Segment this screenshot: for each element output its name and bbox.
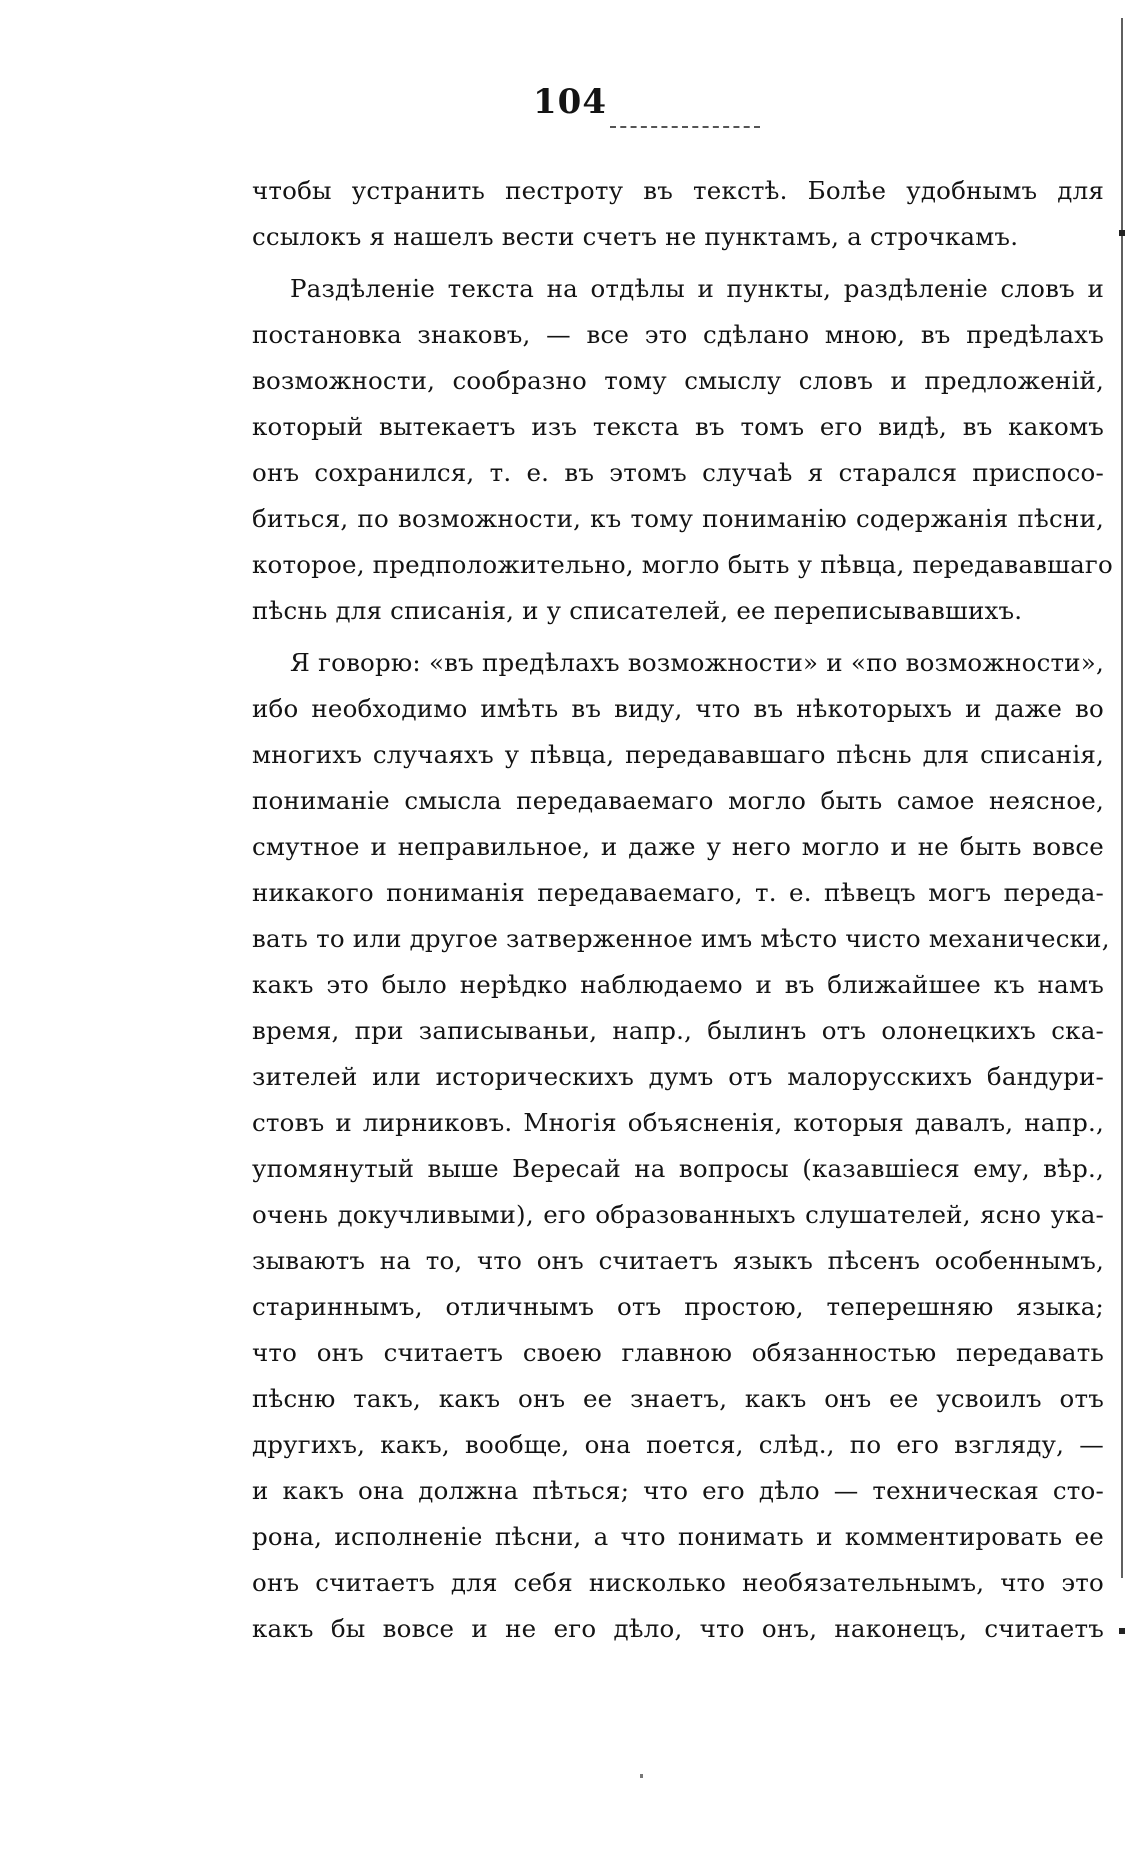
edge-mark [1119,230,1125,236]
text-line: пѣсню такъ, какъ онъ ее знаетъ, какъ онъ ее усвоилъ отъ [252,1384,1104,1413]
text-line: Я говорю: «въ предѣлахъ возможности» и «по возможности», [290,648,1104,677]
text-line: зителей или историческихъ думъ отъ малорусскихъ бандури- [252,1062,1104,1091]
text-line: ибо необходимо имѣть въ виду, что въ нѣкоторыхъ и даже во [252,694,1104,723]
text-line: возможности, сообразно тому смыслу словъ и предложеній, [252,366,1104,395]
text-line: которое, предположительно, могло быть у пѣвца, передававшаго [252,550,1113,579]
text-line: пѣснь для списанія, и у списателей, ее переписывавшихъ. [252,596,1023,625]
text-line: пониманіе смысла передаваемаго могло быть самое неясное, [252,786,1104,815]
page-number: 104 [533,82,607,122]
text-line: биться, по возможности, къ тому пониманію содержанія пѣсни, [252,504,1104,533]
text-line: рона, исполненіе пѣсни, а что понимать и комментировать ее [252,1522,1104,1551]
text-line: время, при записываньи, напр., былинъ отъ олонецкихъ ска- [252,1016,1104,1045]
text-line: какъ это было нерѣдко наблюдаемо и въ ближайшее къ намъ [252,970,1104,999]
text-line: вать то или другое затверженное имъ мѣсто чисто механически, [252,924,1110,953]
text-line: другихъ, какъ, вообще, она поется, слѣд., по его взгляду, — [252,1430,1104,1459]
text-line: очень докучливыми), его образованныхъ слушателей, ясно ука- [252,1200,1104,1229]
text-line: онъ сохранился, т. е. въ этомъ случаѣ я старался приспосо- [252,458,1104,487]
text-line: многихъ случаяхъ у пѣвца, передававшаго пѣснь для списанія, [252,740,1104,769]
paragraph-continuation [252,168,1104,260]
paragraph-division [252,266,1113,634]
text-line: ссылокъ я нашелъ вести счетъ не пунктамъ, а строчкамъ. [252,222,1019,251]
scan-speck [640,1774,643,1778]
page-number-rule [610,126,760,128]
text-line: какъ бы вовсе и не его дѣло, что онъ, наконецъ, считаетъ [252,1614,1104,1643]
text-line: что онъ считаетъ своею главною обязанностью передавать [252,1338,1104,1367]
text-line: постановка знаковъ, — все это сдѣлано мною, въ предѣлахъ [252,320,1104,349]
text-line: онъ считаетъ для себя нисколько необязательнымъ, что это [252,1568,1104,1597]
text-line: Раздѣленіе текста на отдѣлы и пункты, раздѣленіе словъ и [290,274,1104,303]
text-line: никакого пониманія передаваемаго, т. е. пѣвецъ могъ переда- [252,878,1104,907]
text-line: стовъ и лирниковъ. Многія объясненія, которыя давалъ, напр., [252,1108,1104,1137]
page-edge-line [1121,18,1123,1578]
text-line: и какъ она должна пѣться; что его дѣло — техническая сто- [252,1476,1104,1505]
text-line: зываютъ на то, что онъ считаетъ языкъ пѣсенъ особеннымъ, [252,1246,1104,1275]
text-line: упомянутый выше Вересай на вопросы (казавшіеся ему, вѣр., [252,1154,1104,1183]
paragraph-possibility [252,640,1110,1652]
text-line: чтобы устранить пестроту въ текстѣ. Болѣе удобнымъ для [252,176,1104,205]
text-line: смутное и неправильное, и даже у него могло и не быть вовсе [252,832,1104,861]
text-line: который вытекаетъ изъ текста въ томъ его видѣ, въ какомъ [252,412,1104,441]
text-line: стариннымъ, отличнымъ отъ простою, теперешняю языка; [252,1292,1104,1321]
edge-mark [1119,1628,1125,1634]
body-text [252,168,1113,1652]
